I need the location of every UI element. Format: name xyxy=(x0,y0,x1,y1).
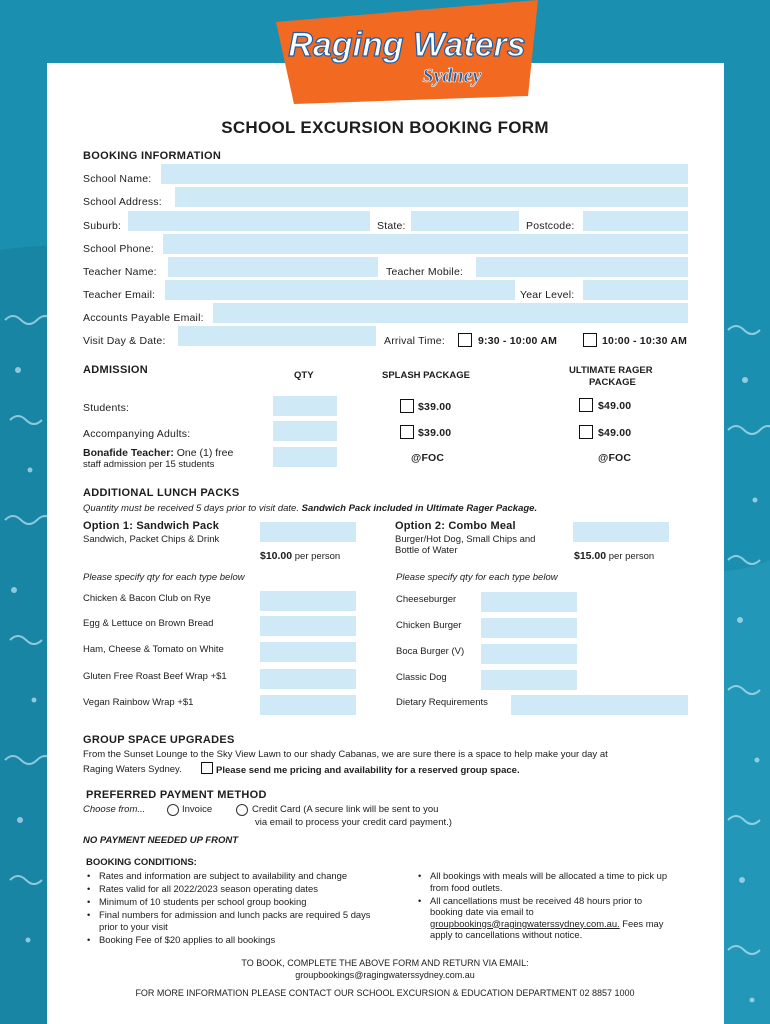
teacher-mobile-label: Teacher Mobile: xyxy=(386,266,464,278)
option1-title: Option 1: Sandwich Pack xyxy=(83,520,220,532)
year-level-label: Year Level: xyxy=(520,289,575,301)
school-phone-input[interactable] xyxy=(163,234,688,254)
option1-price-value: $10.00 xyxy=(260,550,293,562)
school-address-label: School Address: xyxy=(83,196,162,208)
students-label: Students: xyxy=(83,402,130,414)
ultimate-teacher-price: @FOC xyxy=(598,452,632,464)
condition-item: • Rates valid for all 2022/2023 season operating dates xyxy=(85,883,390,895)
option2-per-person: per person xyxy=(606,551,655,562)
condition-item: • All bookings with meals will be allocated a time to pick up from food outlets. xyxy=(416,870,676,893)
sandwich-item: Chicken & Bacon Club on Rye xyxy=(83,593,211,604)
school-address-input[interactable] xyxy=(175,187,688,207)
payment-heading: PREFERRED PAYMENT METHOD xyxy=(86,789,267,801)
arrival-time-label: Arrival Time: xyxy=(384,335,445,347)
teacher-email-input[interactable] xyxy=(165,280,515,300)
splash-adults-price: $39.00 xyxy=(418,427,452,439)
conditions-heading: BOOKING CONDITIONS: xyxy=(86,857,197,868)
payment-choose: Choose from... xyxy=(83,804,146,815)
school-name-label: School Name: xyxy=(83,173,152,185)
adults-qty-input[interactable] xyxy=(273,421,337,441)
sandwich-qty-input[interactable] xyxy=(260,616,356,636)
raging-waters-logo xyxy=(276,0,538,104)
bonafide-note: staff admission per 15 students xyxy=(83,459,215,470)
teacher-qty-input[interactable] xyxy=(273,447,337,467)
accounts-email-label: Accounts Payable Email: xyxy=(83,312,204,324)
logo-subtitle: Sydney xyxy=(422,65,482,87)
sandwich-qty-input[interactable] xyxy=(260,669,356,689)
splash-column-header: SPLASH PACKAGE xyxy=(382,370,470,381)
specify-left: Please specify qty for each type below xyxy=(83,572,245,583)
group-desc-2: Raging Waters Sydney. xyxy=(83,764,182,775)
students-qty-input[interactable] xyxy=(273,396,337,416)
option2-price xyxy=(574,550,654,562)
group-desc-1: From the Sunset Lounge to the Sky View Lawn to our shady Cabanas, we are sure there is a space to help make your day at xyxy=(83,749,608,760)
condition-item: • Minimum of 10 students per school group booking xyxy=(85,896,390,908)
cancellation-email-link[interactable]: groupbookings@ragingwaterssydney.com.au. xyxy=(430,917,620,929)
ultimate-students-price: $49.00 xyxy=(598,400,632,412)
arrival-930-label: 9:30 - 10:00 AM xyxy=(478,335,558,347)
arrival-1000-checkbox[interactable] xyxy=(583,333,597,347)
lunch-note xyxy=(83,503,537,514)
admission-heading: ADMISSION xyxy=(83,364,149,376)
splash-students-checkbox[interactable] xyxy=(400,399,414,413)
specify-right: Please specify qty for each type below xyxy=(396,572,558,583)
sandwich-item: Vegan Rainbow Wrap +$1 xyxy=(83,697,194,708)
option2-price-value: $15.00 xyxy=(574,550,607,562)
visit-day-label: Visit Day & Date: xyxy=(83,335,166,347)
cancellation-text-b: Fees may apply to cancellations without notice. xyxy=(430,917,664,940)
accounts-email-input[interactable] xyxy=(213,303,688,323)
bonafide-label-rest: One (1) free xyxy=(173,447,234,459)
bonafide-label xyxy=(83,447,233,459)
group-heading: GROUP SPACE UPGRADES xyxy=(83,734,235,746)
condition-item xyxy=(416,895,676,941)
teacher-name-input[interactable] xyxy=(168,257,378,277)
option1-per-person: per person xyxy=(292,551,341,562)
invoice-label: Invoice xyxy=(182,804,213,815)
combo-qty-input[interactable] xyxy=(481,592,577,612)
lunch-heading: ADDITIONAL LUNCH PACKS xyxy=(83,487,240,499)
footer-email[interactable]: groupbookings@ragingwaterssydney.com.au xyxy=(295,970,475,980)
credit-card-label-1: Credit Card (A secure link will be sent to you xyxy=(252,804,439,815)
sandwich-qty-input[interactable] xyxy=(260,642,356,662)
invoice-radio[interactable] xyxy=(167,804,179,816)
option2-qty-input[interactable] xyxy=(573,522,669,542)
teacher-email-label: Teacher Email: xyxy=(83,289,156,301)
ultimate-column-header-2: PACKAGE xyxy=(589,377,636,388)
option1-price xyxy=(260,550,340,562)
postcode-input[interactable] xyxy=(583,211,688,231)
credit-card-label-2: via email to process your credit card payment.) xyxy=(255,817,452,828)
school-name-input[interactable] xyxy=(161,164,688,184)
condition-item: • Final numbers for admission and lunch packs are required 5 days prior to your visit xyxy=(85,909,390,932)
sandwich-item: Gluten Free Roast Beef Wrap +$1 xyxy=(83,671,227,682)
splash-teacher-price: @FOC xyxy=(411,452,445,464)
school-phone-label: School Phone: xyxy=(83,243,154,255)
arrival-930-checkbox[interactable] xyxy=(458,333,472,347)
splash-adults-checkbox[interactable] xyxy=(400,425,414,439)
conditions-left-list xyxy=(85,870,390,947)
condition-item: • Rates and information are subject to availability and change xyxy=(85,870,390,882)
footer-book-line: TO BOOK, COMPLETE THE ABOVE FORM AND RETURN VIA EMAIL: xyxy=(241,958,529,968)
conditions-right-list xyxy=(416,870,676,942)
teacher-mobile-input[interactable] xyxy=(476,257,688,277)
combo-qty-input[interactable] xyxy=(481,618,577,638)
dietary-input[interactable] xyxy=(511,695,688,715)
state-input[interactable] xyxy=(411,211,519,231)
group-space-checkbox-label: Please send me pricing and availability for a reserved group space. xyxy=(216,765,520,776)
condition-item: • Booking Fee of $20 applies to all bookings xyxy=(85,934,390,946)
lunch-note-bold: Sandwich Pack included in Ultimate Rager Package. xyxy=(301,503,538,514)
dietary-label: Dietary Requirements xyxy=(396,697,488,708)
combo-item: Cheeseburger xyxy=(396,594,457,605)
combo-qty-input[interactable] xyxy=(481,670,577,690)
option2-title: Option 2: Combo Meal xyxy=(395,520,516,532)
combo-item: Classic Dog xyxy=(396,672,447,683)
qty-column-header: QTY xyxy=(294,370,314,381)
option2-desc-2: Bottle of Water xyxy=(395,545,458,556)
option1-desc: Sandwich, Packet Chips & Drink xyxy=(83,534,220,545)
combo-qty-input[interactable] xyxy=(481,644,577,664)
teacher-name-label: Teacher Name: xyxy=(83,266,157,278)
form-title: SCHOOL EXCURSION BOOKING FORM xyxy=(221,118,549,137)
lunch-note-plain: Quantity must be received 5 days prior to visit date. xyxy=(83,503,302,514)
ultimate-column-header-1: ULTIMATE RAGER xyxy=(569,365,653,376)
option1-qty-input[interactable] xyxy=(260,522,356,542)
suburb-label: Suburb: xyxy=(83,220,122,232)
splash-students-price: $39.00 xyxy=(418,401,452,413)
sandwich-item: Egg & Lettuce on Brown Bread xyxy=(83,618,214,629)
cancellation-text-a: All cancellations must be received 48 hours prior to booking date via email to xyxy=(430,894,643,917)
group-space-checkbox[interactable] xyxy=(201,762,213,774)
sandwich-qty-input[interactable] xyxy=(260,695,356,715)
arrival-1000-label: 10:00 - 10:30 AM xyxy=(602,335,688,347)
bonafide-label-bold: Bonafide Teacher: xyxy=(83,447,174,459)
logo-wordmark: Raging Waters xyxy=(288,26,526,64)
visit-day-input[interactable] xyxy=(178,326,376,346)
credit-card-radio[interactable] xyxy=(236,804,248,816)
no-payment-note: NO PAYMENT NEEDED UP FRONT xyxy=(83,835,238,846)
adults-label: Accompanying Adults: xyxy=(83,428,191,440)
combo-item: Chicken Burger xyxy=(396,620,462,631)
booking-info-heading: BOOKING INFORMATION xyxy=(83,150,222,162)
year-level-input[interactable] xyxy=(583,280,688,300)
combo-item: Boca Burger (V) xyxy=(396,646,465,657)
sandwich-item: Ham, Cheese & Tomato on White xyxy=(83,644,224,655)
ultimate-adults-price: $49.00 xyxy=(598,427,632,439)
ultimate-students-checkbox[interactable] xyxy=(579,398,593,412)
postcode-label: Postcode: xyxy=(526,220,575,232)
state-label: State: xyxy=(377,220,406,232)
option2-desc-1: Burger/Hot Dog, Small Chips and xyxy=(395,534,536,545)
ultimate-adults-checkbox[interactable] xyxy=(579,425,593,439)
suburb-input[interactable] xyxy=(128,211,370,231)
footer-contact: FOR MORE INFORMATION PLEASE CONTACT OUR SCHOOL EXCURSION & EDUCATION DEPARTMENT 02 8857 1000 xyxy=(135,988,635,998)
sandwich-qty-input[interactable] xyxy=(260,591,356,611)
